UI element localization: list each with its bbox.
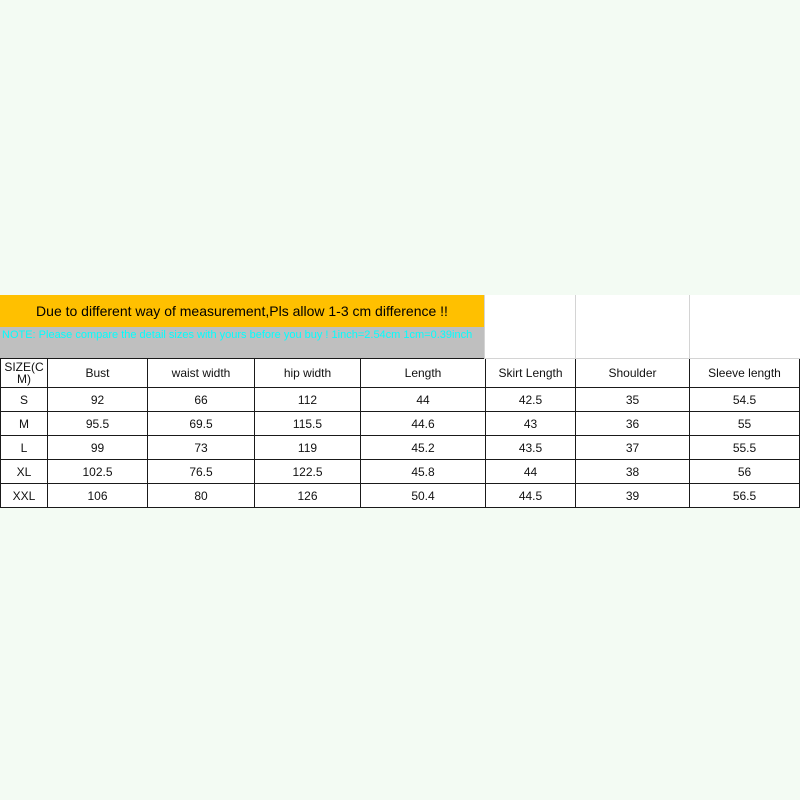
table-cell: 55: [690, 412, 800, 436]
table-row: [1, 412, 800, 436]
banner-row: [0, 295, 800, 327]
table-cell: 44.6: [361, 412, 486, 436]
table-cell: 106: [48, 484, 148, 508]
table-cell: S: [1, 388, 48, 412]
table-cell: 126: [255, 484, 361, 508]
table-row: [1, 436, 800, 460]
table-cell: 38: [576, 460, 690, 484]
empty-cell: [484, 327, 576, 359]
table-cell: 66: [148, 388, 255, 412]
conversion-note: NOTE: Please compare the detail sizes with yours before you buy ! 1inch=2.54cm 1cm=0.39inch: [0, 327, 484, 358]
table-row: [1, 388, 800, 412]
table-cell: L: [1, 436, 48, 460]
table-cell: XL: [1, 460, 48, 484]
table-cell: 122.5: [255, 460, 361, 484]
column-header-shoulder: Shoulder: [576, 359, 690, 388]
table-cell: XXL: [1, 484, 48, 508]
size-table: [0, 358, 800, 508]
table-cell: 112: [255, 388, 361, 412]
table-cell: 102.5: [48, 460, 148, 484]
table-cell: 44: [361, 388, 486, 412]
empty-cell: [575, 295, 690, 328]
table-cell: 95.5: [48, 412, 148, 436]
empty-cell: [689, 327, 800, 359]
table-row: [1, 460, 800, 484]
table-cell: 76.5: [148, 460, 255, 484]
header-row: [1, 359, 800, 388]
table-cell: 55.5: [690, 436, 800, 460]
table-cell: 54.5: [690, 388, 800, 412]
column-header-hip: hip width: [255, 359, 361, 388]
empty-cell: [689, 295, 800, 328]
table-cell: 43: [486, 412, 576, 436]
table-cell: 37: [576, 436, 690, 460]
column-header-sleeve-length: Sleeve length: [690, 359, 800, 388]
measurement-banner: Due to different way of measurement,Pls allow 1-3 cm difference !!: [0, 295, 484, 327]
table-cell: 56: [690, 460, 800, 484]
table-cell: 44.5: [486, 484, 576, 508]
table-cell: 115.5: [255, 412, 361, 436]
table-cell: 45.2: [361, 436, 486, 460]
column-header-bust: Bust: [48, 359, 148, 388]
table-cell: 80: [148, 484, 255, 508]
table-cell: 73: [148, 436, 255, 460]
table-cell: 92: [48, 388, 148, 412]
table-cell: 35: [576, 388, 690, 412]
table-cell: M: [1, 412, 48, 436]
table-cell: 119: [255, 436, 361, 460]
table-cell: 39: [576, 484, 690, 508]
table-cell: 43.5: [486, 436, 576, 460]
empty-cell: [575, 327, 690, 359]
table-cell: 50.4: [361, 484, 486, 508]
empty-cell: [484, 295, 576, 328]
table-cell: 42.5: [486, 388, 576, 412]
column-header-size: SIZE(CM): [1, 359, 48, 388]
table-cell: 99: [48, 436, 148, 460]
table-cell: 56.5: [690, 484, 800, 508]
note-row: [0, 327, 800, 358]
column-header-length: Length: [361, 359, 486, 388]
table-cell: 45.8: [361, 460, 486, 484]
table-cell: 69.5: [148, 412, 255, 436]
column-header-skirt-length: Skirt Length: [486, 359, 576, 388]
table-cell: 36: [576, 412, 690, 436]
table-row: [1, 484, 800, 508]
column-header-waist: waist width: [148, 359, 255, 388]
table-cell: 44: [486, 460, 576, 484]
size-chart-sheet: [0, 295, 800, 508]
